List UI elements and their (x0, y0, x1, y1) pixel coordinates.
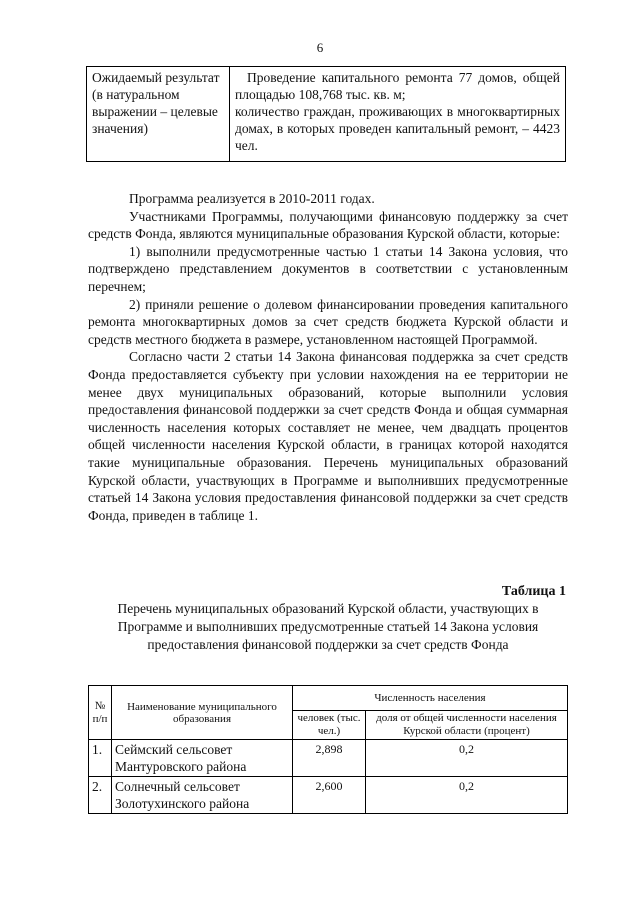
row-people: 2,898 (293, 740, 366, 777)
paragraph: 1) выполнили предусмотренные частью 1 статьи 14 Закона условия, что подтверждено представлением документов в соответствии с установленным перечнем; (88, 243, 568, 294)
header-population: Численность населения (293, 686, 568, 711)
paragraph: Участниками Программы, получающими финансовую поддержку за счет средств Фонда, являются муниципальные образования Курской области, которые: (88, 208, 568, 242)
municipalities-table (88, 685, 568, 814)
table-row (89, 777, 568, 814)
row-share: 0,2 (366, 777, 568, 814)
result-line-2: количество граждан, проживающих в многоквартирных домах, в которых проведен капитальный ремонт, – 4423 чел. (235, 104, 560, 153)
row-num: 1. (89, 740, 112, 777)
table-header-row (89, 686, 568, 711)
row-people: 2,600 (293, 777, 366, 814)
expected-result-table (86, 66, 566, 162)
paragraph: Согласно части 2 статьи 14 Закона финансовая поддержка за счет средств Фонда предоставляется субъекту при условии нахождения на ее территории не менее двух муниципальных образований, которые выполнили условия предоставления финансовой поддержки за счет средств Фонда и общая суммарная численность населения которых составляет не менее, чем двадцать процентов общей численности населения Курской области, в границах которой находятся такие муниципальные образования. Перечень муниципальных образований Курской области, участвующих в Программе и выполнивших предусмотренные статьей 14 Закона условия предоставления финансовой поддержки за счет средств Фонда, приведен в таблице 1. (88, 349, 568, 523)
result-value-cell (230, 67, 566, 162)
header-people: человек (тыс. чел.) (293, 711, 366, 740)
result-line-1: Проведение капитального ремонта 77 домов, общей площадью 108,768 тыс. кв. м; (235, 70, 560, 102)
row-share: 0,2 (366, 740, 568, 777)
row-num: 2. (89, 777, 112, 814)
header-share: доля от общей численности населения Курской области (процент) (366, 711, 568, 740)
header-name: Наименование муниципального образования (112, 686, 293, 740)
table-title: Перечень муниципальных образований Курской области, участвующих в Программе и выполнивших предусмотренные статьей 14 Закона условия предоставления финансовой поддержки за счет средств Фонда (117, 601, 539, 652)
body-text (88, 190, 568, 524)
table-label: Таблица 1 (501, 584, 566, 599)
header-num: № п/п (89, 686, 112, 740)
paragraph: 2) приняли решение о долевом финансировании проведения капитального ремонта многоквартирных домов за счет средств бюджета Курской области и средств местного бюджета в размере, установленном настоящей Программой. (88, 296, 568, 347)
row-name: Солнечный сельсовет Золотухинского района (112, 777, 293, 814)
page-number: 6 (316, 40, 324, 55)
table-row (87, 67, 566, 162)
result-label-cell: Ожидаемый результат (в натуральном выражении – целевые значения) (87, 67, 230, 162)
row-name: Сеймский сельсовет Мантуровского района (112, 740, 293, 777)
table-row (89, 740, 568, 777)
paragraph: Программа реализуется в 2010-2011 годах. (129, 191, 375, 206)
